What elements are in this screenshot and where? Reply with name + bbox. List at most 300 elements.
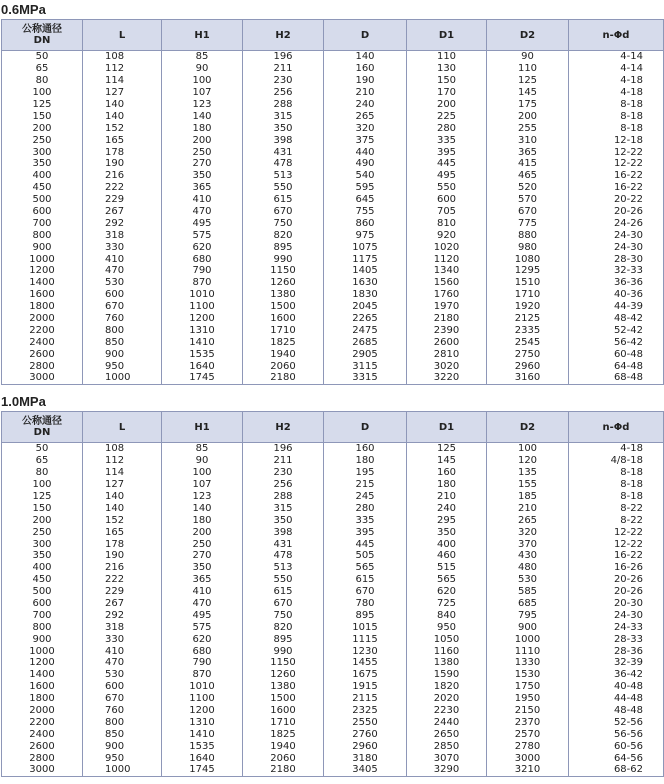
cell-dn: 500 xyxy=(2,586,83,598)
cell-dn: 1400 xyxy=(2,669,83,681)
cell-dn: 150 xyxy=(2,110,83,122)
cell-d: 280 xyxy=(324,502,407,514)
table-row xyxy=(2,265,664,277)
table-row xyxy=(2,277,664,289)
cell-l: 114 xyxy=(83,467,162,479)
cell-l: 950 xyxy=(83,752,162,764)
cell-h1: 790 xyxy=(162,265,243,277)
cell-dn: 125 xyxy=(2,99,83,111)
cell-d: 565 xyxy=(324,562,407,574)
cell-d: 320 xyxy=(324,122,407,134)
cell-d: 2685 xyxy=(324,336,407,348)
cell-d1: 130 xyxy=(407,63,487,75)
cell-dn: 800 xyxy=(2,621,83,633)
cell-d1: 110 xyxy=(407,51,487,63)
cell-h1: 790 xyxy=(162,657,243,669)
cell-l: 900 xyxy=(83,348,162,360)
cell-l: 800 xyxy=(83,716,162,728)
cell-d1: 1050 xyxy=(407,633,487,645)
cell-d1: 2850 xyxy=(407,740,487,752)
cell-h2: 670 xyxy=(243,206,324,218)
cell-d1: 1560 xyxy=(407,277,487,289)
cell-h2: 211 xyxy=(243,63,324,75)
cell-d: 3405 xyxy=(324,764,407,776)
cell-l: 216 xyxy=(83,170,162,182)
cell-d1: 210 xyxy=(407,491,487,503)
cell-d1: 295 xyxy=(407,514,487,526)
table-row xyxy=(2,752,664,764)
cell-d2: 1750 xyxy=(487,681,569,693)
cell-dn: 700 xyxy=(2,217,83,229)
table-row xyxy=(2,194,664,206)
cell-l: 410 xyxy=(83,645,162,657)
cell-d: 2265 xyxy=(324,313,407,325)
cell-dn: 80 xyxy=(2,467,83,479)
cell-d1: 1820 xyxy=(407,681,487,693)
cell-h1: 1100 xyxy=(162,301,243,313)
header-d: D xyxy=(324,20,407,51)
table-row xyxy=(2,657,664,669)
cell-h1: 1745 xyxy=(162,372,243,384)
cell-h2: 398 xyxy=(243,526,324,538)
header-h2: H2 xyxy=(243,20,324,51)
cell-l: 152 xyxy=(83,122,162,134)
cell-h2: 350 xyxy=(243,122,324,134)
cell-dn: 65 xyxy=(2,455,83,467)
cell-d2: 465 xyxy=(487,170,569,182)
cell-d1: 2600 xyxy=(407,336,487,348)
cell-h2: 288 xyxy=(243,99,324,111)
cell-d: 2960 xyxy=(324,740,407,752)
cell-d: 160 xyxy=(324,63,407,75)
cell-dn: 1200 xyxy=(2,657,83,669)
cell-d1: 280 xyxy=(407,122,487,134)
cell-h1: 870 xyxy=(162,277,243,289)
cell-h2: 1710 xyxy=(243,324,324,336)
table-row xyxy=(2,681,664,693)
cell-d2: 2335 xyxy=(487,324,569,336)
cell-h1: 107 xyxy=(162,479,243,491)
header-h1: H1 xyxy=(162,412,243,443)
cell-d2: 1510 xyxy=(487,277,569,289)
table-row xyxy=(2,336,664,348)
cell-d1: 1590 xyxy=(407,669,487,681)
cell-d2: 1295 xyxy=(487,265,569,277)
header-d1: D1 xyxy=(407,20,487,51)
cell-d2: 585 xyxy=(487,586,569,598)
cell-l: 112 xyxy=(83,63,162,75)
cell-d1: 200 xyxy=(407,99,487,111)
table-row xyxy=(2,574,664,586)
cell-l: 178 xyxy=(83,146,162,158)
cell-d: 375 xyxy=(324,134,407,146)
cell-l: 229 xyxy=(83,586,162,598)
cell-d: 245 xyxy=(324,491,407,503)
cell-h2: 750 xyxy=(243,217,324,229)
cell-l: 330 xyxy=(83,241,162,253)
header-n-phi-d: n-Φd xyxy=(569,412,664,443)
cell-h2: 256 xyxy=(243,87,324,99)
cell-h2: 431 xyxy=(243,146,324,158)
table-row xyxy=(2,705,664,717)
cell-l: 292 xyxy=(83,609,162,621)
cell-d: 1075 xyxy=(324,241,407,253)
table-row xyxy=(2,514,664,526)
cell-n-phi-d: 8-18 xyxy=(569,479,664,491)
cell-h1: 680 xyxy=(162,645,243,657)
cell-d2: 2125 xyxy=(487,313,569,325)
cell-d2: 120 xyxy=(487,455,569,467)
cell-dn: 2600 xyxy=(2,348,83,360)
cell-l: 600 xyxy=(83,289,162,301)
cell-h1: 1310 xyxy=(162,716,243,728)
table-row xyxy=(2,253,664,265)
header-dn-code: DN xyxy=(33,35,51,46)
cell-dn: 1000 xyxy=(2,253,83,265)
cell-d1: 920 xyxy=(407,229,487,241)
cell-h1: 1410 xyxy=(162,728,243,740)
cell-d2: 430 xyxy=(487,550,569,562)
cell-h2: 1500 xyxy=(243,693,324,705)
cell-d2: 1110 xyxy=(487,645,569,657)
cell-n-phi-d: 52-42 xyxy=(569,324,664,336)
cell-d2: 670 xyxy=(487,206,569,218)
cell-l: 114 xyxy=(83,75,162,87)
cell-d2: 110 xyxy=(487,63,569,75)
cell-d2: 2570 xyxy=(487,728,569,740)
cell-n-phi-d: 36-42 xyxy=(569,669,664,681)
cell-dn: 500 xyxy=(2,194,83,206)
cell-d2: 1920 xyxy=(487,301,569,313)
cell-dn: 150 xyxy=(2,502,83,514)
cell-dn: 400 xyxy=(2,170,83,182)
cell-dn: 1800 xyxy=(2,693,83,705)
table-row xyxy=(2,716,664,728)
cell-dn: 700 xyxy=(2,609,83,621)
cell-d: 240 xyxy=(324,99,407,111)
table-row xyxy=(2,669,664,681)
cell-h1: 1010 xyxy=(162,681,243,693)
cell-n-phi-d: 8-18 xyxy=(569,491,664,503)
cell-d2: 480 xyxy=(487,562,569,574)
cell-n-phi-d: 4-14 xyxy=(569,51,664,63)
header-l: L xyxy=(83,412,162,443)
cell-d: 210 xyxy=(324,87,407,99)
cell-d: 595 xyxy=(324,182,407,194)
cell-d1: 400 xyxy=(407,538,487,550)
cell-h2: 550 xyxy=(243,182,324,194)
cell-n-phi-d: 8-18 xyxy=(569,122,664,134)
cell-d1: 2810 xyxy=(407,348,487,360)
header-d: D xyxy=(324,412,407,443)
header-n-phi-d: n-Φd xyxy=(569,20,664,51)
cell-d2: 775 xyxy=(487,217,569,229)
cell-d: 1915 xyxy=(324,681,407,693)
cell-d2: 3000 xyxy=(487,752,569,764)
cell-d1: 125 xyxy=(407,443,487,455)
cell-n-phi-d: 60-56 xyxy=(569,740,664,752)
table-header-row xyxy=(2,20,664,51)
cell-d: 1015 xyxy=(324,621,407,633)
cell-h1: 200 xyxy=(162,526,243,538)
cell-n-phi-d: 64-48 xyxy=(569,360,664,372)
table-row xyxy=(2,728,664,740)
cell-h2: 256 xyxy=(243,479,324,491)
cell-h2: 1600 xyxy=(243,705,324,717)
cell-d: 180 xyxy=(324,455,407,467)
cell-dn: 250 xyxy=(2,526,83,538)
cell-l: 112 xyxy=(83,455,162,467)
header-dn-cn: 公称通径 xyxy=(22,24,62,35)
table-row xyxy=(2,526,664,538)
cell-d2: 795 xyxy=(487,609,569,621)
cell-h1: 365 xyxy=(162,182,243,194)
spec-table xyxy=(1,411,664,777)
cell-dn: 200 xyxy=(2,514,83,526)
cell-d: 670 xyxy=(324,586,407,598)
cell-l: 470 xyxy=(83,657,162,669)
cell-d1: 3070 xyxy=(407,752,487,764)
cell-d: 2905 xyxy=(324,348,407,360)
cell-h1: 90 xyxy=(162,455,243,467)
cell-l: 318 xyxy=(83,621,162,633)
cell-d: 440 xyxy=(324,146,407,158)
cell-dn: 2000 xyxy=(2,313,83,325)
table-row xyxy=(2,348,664,360)
header-d1: D1 xyxy=(407,412,487,443)
cell-l: 850 xyxy=(83,336,162,348)
cell-h1: 410 xyxy=(162,586,243,598)
cell-dn: 2200 xyxy=(2,324,83,336)
cell-d1: 145 xyxy=(407,455,487,467)
cell-dn: 2800 xyxy=(2,752,83,764)
cell-dn: 200 xyxy=(2,122,83,134)
cell-h2: 1150 xyxy=(243,657,324,669)
cell-d1: 240 xyxy=(407,502,487,514)
cell-h1: 180 xyxy=(162,122,243,134)
cell-dn: 300 xyxy=(2,538,83,550)
cell-h1: 250 xyxy=(162,538,243,550)
header-h2: H2 xyxy=(243,412,324,443)
cell-h1: 123 xyxy=(162,491,243,503)
table-row xyxy=(2,146,664,158)
cell-h1: 470 xyxy=(162,206,243,218)
cell-n-phi-d: 12-22 xyxy=(569,146,664,158)
table-row xyxy=(2,467,664,479)
table-row xyxy=(2,289,664,301)
table-row xyxy=(2,313,664,325)
table-row xyxy=(2,122,664,134)
cell-h2: 513 xyxy=(243,170,324,182)
cell-dn: 600 xyxy=(2,598,83,610)
cell-d: 2325 xyxy=(324,705,407,717)
cell-n-phi-d: 28-33 xyxy=(569,633,664,645)
cell-l: 127 xyxy=(83,87,162,99)
cell-d1: 2180 xyxy=(407,313,487,325)
cell-n-phi-d: 28-36 xyxy=(569,645,664,657)
cell-d2: 210 xyxy=(487,502,569,514)
table-row xyxy=(2,372,664,384)
cell-l: 216 xyxy=(83,562,162,574)
table-row xyxy=(2,75,664,87)
cell-h2: 2180 xyxy=(243,764,324,776)
cell-h2: 670 xyxy=(243,598,324,610)
cell-d1: 515 xyxy=(407,562,487,574)
cell-h1: 870 xyxy=(162,669,243,681)
cell-n-phi-d: 68-62 xyxy=(569,764,664,776)
cell-h1: 270 xyxy=(162,550,243,562)
table-row xyxy=(2,598,664,610)
cell-l: 670 xyxy=(83,301,162,313)
cell-n-phi-d: 4/8-18 xyxy=(569,455,664,467)
cell-d2: 3160 xyxy=(487,372,569,384)
cell-dn: 125 xyxy=(2,491,83,503)
cell-n-phi-d: 4-18 xyxy=(569,75,664,87)
cell-h2: 1260 xyxy=(243,669,324,681)
table-row xyxy=(2,170,664,182)
cell-h2: 478 xyxy=(243,550,324,562)
header-dn-code: DN xyxy=(33,427,51,438)
cell-d: 3315 xyxy=(324,372,407,384)
cell-d1: 160 xyxy=(407,467,487,479)
cell-h2: 2060 xyxy=(243,752,324,764)
cell-h1: 1410 xyxy=(162,336,243,348)
table-row xyxy=(2,229,664,241)
table-row xyxy=(2,455,664,467)
cell-d: 1230 xyxy=(324,645,407,657)
cell-l: 140 xyxy=(83,99,162,111)
cell-h2: 315 xyxy=(243,110,324,122)
cell-l: 760 xyxy=(83,313,162,325)
table-row xyxy=(2,51,664,63)
cell-d2: 155 xyxy=(487,479,569,491)
cell-dn: 350 xyxy=(2,158,83,170)
cell-h1: 140 xyxy=(162,110,243,122)
cell-dn: 80 xyxy=(2,75,83,87)
cell-l: 152 xyxy=(83,514,162,526)
cell-d1: 565 xyxy=(407,574,487,586)
cell-d1: 705 xyxy=(407,206,487,218)
cell-dn: 2400 xyxy=(2,336,83,348)
cell-h2: 1260 xyxy=(243,277,324,289)
cell-h1: 495 xyxy=(162,609,243,621)
cell-n-phi-d: 12-22 xyxy=(569,526,664,538)
cell-h2: 990 xyxy=(243,645,324,657)
table-row xyxy=(2,324,664,336)
cell-d: 505 xyxy=(324,550,407,562)
cell-d: 975 xyxy=(324,229,407,241)
cell-d2: 2545 xyxy=(487,336,569,348)
cell-h2: 1380 xyxy=(243,289,324,301)
cell-h1: 620 xyxy=(162,241,243,253)
cell-d1: 1160 xyxy=(407,645,487,657)
cell-d1: 1380 xyxy=(407,657,487,669)
cell-n-phi-d: 48-42 xyxy=(569,313,664,325)
cell-h2: 350 xyxy=(243,514,324,526)
cell-l: 140 xyxy=(83,502,162,514)
cell-n-phi-d: 8-22 xyxy=(569,514,664,526)
cell-d: 215 xyxy=(324,479,407,491)
cell-d2: 1950 xyxy=(487,693,569,705)
cell-n-phi-d: 24-30 xyxy=(569,241,664,253)
cell-d1: 180 xyxy=(407,479,487,491)
cell-dn: 100 xyxy=(2,479,83,491)
cell-h1: 350 xyxy=(162,562,243,574)
cell-h1: 85 xyxy=(162,443,243,455)
cell-d1: 600 xyxy=(407,194,487,206)
table-row xyxy=(2,491,664,503)
cell-l: 190 xyxy=(83,550,162,562)
cell-n-phi-d: 28-30 xyxy=(569,253,664,265)
table-row xyxy=(2,110,664,122)
cell-dn: 3000 xyxy=(2,372,83,384)
cell-d: 2045 xyxy=(324,301,407,313)
cell-h2: 615 xyxy=(243,586,324,598)
cell-d2: 2960 xyxy=(487,360,569,372)
cell-l: 850 xyxy=(83,728,162,740)
table-row xyxy=(2,633,664,645)
table-row xyxy=(2,562,664,574)
cell-h2: 990 xyxy=(243,253,324,265)
cell-h1: 1310 xyxy=(162,324,243,336)
cell-h2: 513 xyxy=(243,562,324,574)
cell-l: 470 xyxy=(83,265,162,277)
cell-d: 395 xyxy=(324,526,407,538)
table-body xyxy=(2,51,664,385)
cell-d1: 725 xyxy=(407,598,487,610)
cell-n-phi-d: 48-48 xyxy=(569,705,664,717)
table-row xyxy=(2,538,664,550)
header-l: L xyxy=(83,20,162,51)
cell-n-phi-d: 44-39 xyxy=(569,301,664,313)
cell-d2: 370 xyxy=(487,538,569,550)
cell-d2: 2370 xyxy=(487,716,569,728)
table-header-row xyxy=(2,412,664,443)
cell-h1: 85 xyxy=(162,51,243,63)
cell-n-phi-d: 20-30 xyxy=(569,598,664,610)
cell-n-phi-d: 12-22 xyxy=(569,158,664,170)
cell-n-phi-d: 20-26 xyxy=(569,206,664,218)
cell-h2: 820 xyxy=(243,229,324,241)
cell-n-phi-d: 40-48 xyxy=(569,681,664,693)
cell-d1: 460 xyxy=(407,550,487,562)
table-row xyxy=(2,182,664,194)
cell-n-phi-d: 60-48 xyxy=(569,348,664,360)
cell-d: 1405 xyxy=(324,265,407,277)
cell-n-phi-d: 12-22 xyxy=(569,538,664,550)
cell-l: 800 xyxy=(83,324,162,336)
cell-d2: 365 xyxy=(487,146,569,158)
cell-h1: 1100 xyxy=(162,693,243,705)
cell-d2: 1330 xyxy=(487,657,569,669)
cell-l: 950 xyxy=(83,360,162,372)
cell-h2: 478 xyxy=(243,158,324,170)
table-row xyxy=(2,217,664,229)
cell-h2: 398 xyxy=(243,134,324,146)
cell-h2: 750 xyxy=(243,609,324,621)
table-row xyxy=(2,443,664,455)
cell-dn: 50 xyxy=(2,51,83,63)
cell-d2: 265 xyxy=(487,514,569,526)
cell-d1: 350 xyxy=(407,526,487,538)
cell-d: 1115 xyxy=(324,633,407,645)
cell-h2: 550 xyxy=(243,574,324,586)
cell-d: 2115 xyxy=(324,693,407,705)
cell-dn: 600 xyxy=(2,206,83,218)
cell-dn: 400 xyxy=(2,562,83,574)
cell-n-phi-d: 24-26 xyxy=(569,217,664,229)
cell-h2: 895 xyxy=(243,241,324,253)
